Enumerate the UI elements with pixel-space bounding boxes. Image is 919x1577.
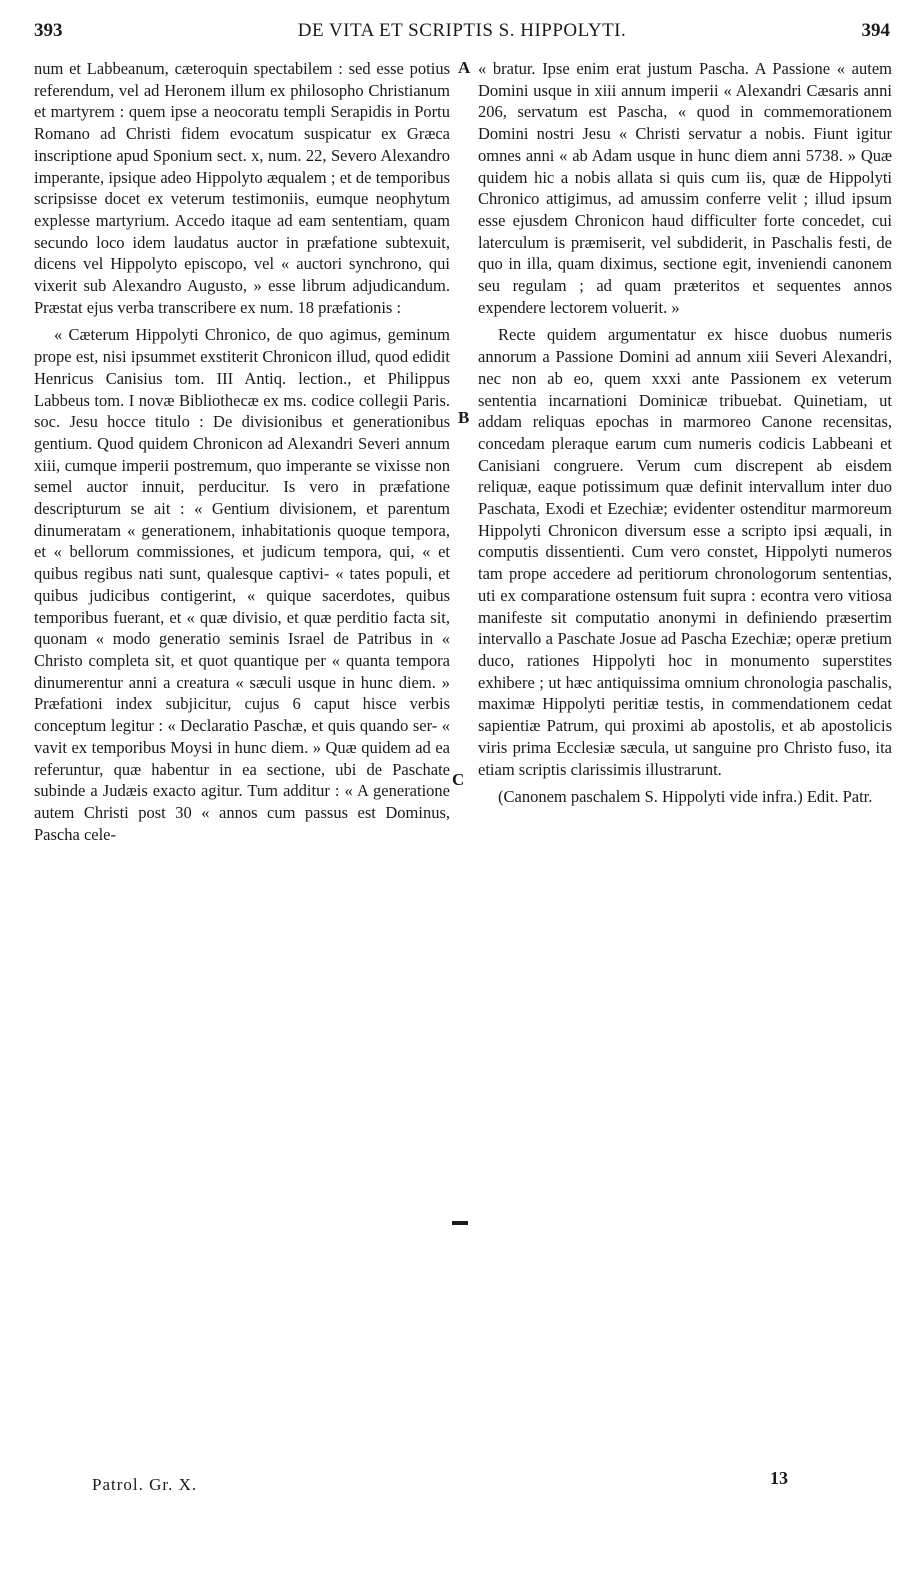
margin-marker-b: B [458, 408, 470, 427]
section-divider [452, 1221, 468, 1225]
footer-signature: Patrol. Gr. X. [92, 1475, 198, 1494]
left-paragraph-2: « Cæterum Hippolyti Chronico, de quo agimus, geminum prope est, nisi ipsummet exstiterit Chronicon illud, quod edidit Henricus Canisius tom. III Antiq. lection., et Philippus Labbeus tom. I novæ Bibliothecæ ex ms. codice collegii Paris. soc. Jesu hocce titulo : De divisionibus et generationibus gentium. Quod quidem Chronicon ad Alexandri Severi annum xiii, cumque imperii postremum, quo imperante se vixisse non semel auctor innuit, perducitur. Is vero in præfatione descripturum se ait : « Gentium divisionem, et parentum dinumeratam « generationem, inhabitationis quoque tempora, et « bellorum commissiones, et judicum tempora, qui, « et quibus regibus nati sunt, qualesque captivi- « tates populi, et quibus judicibus contigerint, « quique sacerdotes, quibus temporibus fuerant, et « quæ divisio, et quæ perditio facta sit, quonam « modo generatio seminis Israel de Patribus in « Christo completa sit, et quot quantique per « quanta tempora dinumerentur anni a creatura « sæculi usque in hunc diem. » Præfationi index subjicitur, cujus 6 caput hisce verbis conceptum legitur : « Declaratio Paschæ, et quis quando ser- « vavit ex temporibus Moysi in hunc diem. » Quæ quidem ad ea referuntur, quæ habentur in ea sectione, ubi de Paschate subinde a Judæis exacto agitur. Tum additur : « A generatione autem Christi post 30 « annos cum passus est Dominus, Pascha cele- [34, 325, 450, 844]
left-paragraph-1: num et Labbeanum, cæteroquin spectabilem : sed esse potius referendum, vel ad Heronem illum ex philosopho Christianum et martyrem : quem ipse a neocoratu templi Serapidis in Portu Romano ad Christi fidem evocatum suspicatur ex Græca inscriptione apud Sponium sect. x, num. 22, Severo Alexandro imperante, ipsique adeo Hippolyto æqualem ; et de temporibus scripsisse docet ex veterum testimoniis, eumque neophytum explesse martyrium. Accedo itaque ad eam sententiam, quam secundo loco idem laudatus auctor in præfatione subtexuit, dicens vel Hippolyto episcopo, vel « auctori synchrono, qui vixerit sub Alexandro Augusto, » esse librum adjudicandum. Præstat ejus verba transcribere ex num. 18 præfationis : [34, 59, 450, 317]
running-title: DE VITA ET SCRIPTIS S. HIPPOLYTI. [297, 20, 627, 41]
right-paragraph-2: Recte quidem argumentatur ex hisce duobus numeris annorum a Passione Domini ad annum xiii Severi Alexandri, nec non ab eo, quem xxxi ante Passionem ex veterum sententia incarnationi Dominicæ tribuebat. Quinetiam, ut addam reliquas epochas in marmoreo Canone recensitas, concedam pleraque earum cum numeris codicis Labbeani et Canisiani congruere. Verum cum discrepent ab eisdem reliquæ, eaque potissimum quæ definit intervallum inter duo Paschata, Exodi et Ezechiæ; evidenter ostenditur marmoreum Hippolyti Chronicon diversum esse a scripto ipsi æquali, in computis dissentienti. Cum vero constet, Hippolyti numeros tam prope accedere ad peritiorum chronologorum sententias, uti ex comparatione ostensum fuit supra : econtra vero vitiosa manifeste sit computatio anonymi in definiendo præsertim intervallo a Paschate Josue ad Pascha Ezechiæ; operæ pretium duco, rationes Hippolyti hoc in monumento superstites exhibere ; ut hæc antiquissima omnium chronologia paschalis, maximæ Hippolyti peritiæ testis, in commendationem cedat sapientiæ Patrum, qui proximi ab apostolis, et ab apostolicis viris prima Ecclesiæ sæcula, ut sanguine pro Christo fuso, ita etiam scriptis clarissimis illustrarunt. [478, 325, 892, 779]
left-column [34, 58, 450, 845]
right-paragraph-1: « bratur. Ipse enim erat justum Pascha. A Passione « autem Domini usque in xiii annum imperii « Alexandri Cæsaris anni 206, servatum est Pascha, « quod in commemorationem Domini nostri Jesu « Christi servatur a nobis. Fiunt igitur omnes anni « ab Adam usque in hunc diem anni 5738. » Quæ quidem hic a nobis allata si quis cum iis, quæ de Hippolyti Chronico attigimus, ad amussim conferre velit ; illud ipsum esse ejusdem Chronicon haud difficulter forte concedet, cui laterculum is præmiserit, vel subdiderit, in Paschalis festi, de quo in illa, quam diximus, sectione egit, inveniendi canonem seu regulam ; ad quam præteritos et sequentes annos expendere lectorem voluerit. » [478, 59, 892, 317]
page-header [34, 20, 890, 46]
margin-marker-a: A [458, 58, 471, 77]
margin-marker-c: C [452, 770, 465, 789]
page-number-right: 394 [861, 20, 890, 41]
right-paragraph-3: (Canonem paschalem S. Hippolyti vide infra.) Edit. Patr. [498, 787, 873, 807]
right-column [478, 58, 892, 808]
page-number-left: 393 [34, 20, 63, 41]
footer-sheet-number: 13 [770, 1468, 788, 1488]
